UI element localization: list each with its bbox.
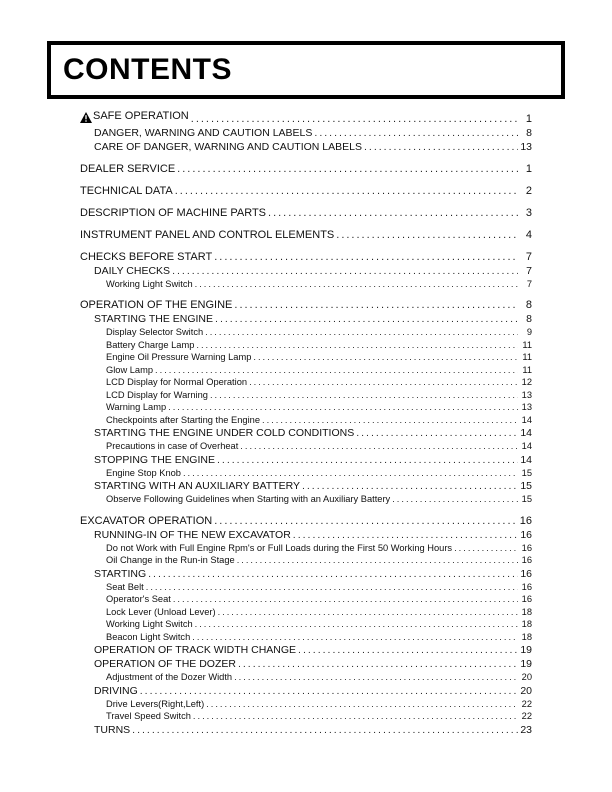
toc-row [80, 206, 532, 220]
toc-row [106, 339, 532, 352]
toc-page-number: 23 [520, 723, 532, 736]
toc-entry-label: Working Light Switch [106, 278, 193, 289]
toc-leader-dots [356, 426, 518, 440]
toc-row [94, 140, 532, 154]
toc-row [106, 542, 532, 555]
toc-entry-label: STARTING THE ENGINE UNDER COLD CONDITIONS [94, 427, 355, 439]
toc-leader-dots [195, 278, 518, 291]
toc-page-number: 20 [521, 672, 532, 682]
toc-leader-dots [268, 206, 518, 220]
toc-page-number: 14 [520, 427, 532, 439]
toc-page-number: 13 [521, 389, 532, 400]
toc-leader-dots [155, 364, 518, 377]
toc-page-number: 16 [520, 528, 532, 541]
toc-entry-label: Lock Lever (Unload Lever) [106, 606, 216, 617]
toc-row [106, 401, 532, 414]
toc-entry-label: Battery Charge Lamp [106, 339, 195, 350]
toc-leader-dots [183, 467, 518, 480]
toc-page-number: 16 [520, 567, 532, 580]
toc-entry-label: DEALER SERVICE [80, 162, 176, 175]
toc-leader-dots [214, 514, 518, 528]
toc-row [106, 631, 532, 644]
toc-entry-label: STARTING WITH AN AUXILIARY BATTERY [94, 480, 300, 492]
toc-leader-dots [298, 643, 518, 657]
toc-page-number: 16 [521, 542, 532, 553]
toc-entry-label: TECHNICAL DATA [80, 184, 173, 197]
toc-entry-label: Glow Lamp [106, 364, 154, 375]
toc-page-number: 1 [525, 162, 532, 175]
toc-page-number: 14 [521, 414, 532, 425]
toc-entry-label: STOPPING THE ENGINE [94, 453, 215, 466]
toc-row [106, 376, 532, 389]
toc-leader-dots [210, 389, 518, 402]
toc-page-number: 8 [526, 126, 532, 139]
toc-page-number: 16 [521, 594, 532, 604]
toc-row [94, 723, 532, 737]
toc-row [80, 162, 532, 176]
toc-row [106, 710, 532, 723]
page-title: CONTENTS [63, 53, 232, 86]
toc-entry-label: Drive Levers(Right,Left) [106, 698, 205, 709]
toc-entry-label: LCD Display for Warning [106, 389, 208, 400]
toc-entry-label: CHECKS BEFORE START [80, 250, 213, 263]
toc-entry-label: DESCRIPTION OF MACHINE PARTS [80, 206, 267, 219]
toc-page-number: 8 [525, 299, 532, 311]
toc-row [106, 618, 532, 631]
toc-leader-dots [217, 453, 518, 467]
table-of-contents [80, 109, 532, 737]
toc-leader-dots [392, 493, 518, 506]
toc-row [94, 684, 532, 698]
toc-row [106, 414, 532, 427]
toc-page-number: 22 [521, 698, 532, 709]
toc-entry-label: Oil Change in the Run-in Stage [106, 555, 235, 565]
toc-page-number: 9 [526, 327, 532, 337]
toc-page-number: 13 [521, 402, 532, 412]
toc-leader-dots [168, 401, 518, 414]
toc-entry-label: Observe Following Guidelines when Starting with an Auxiliary Battery [106, 494, 391, 504]
toc-page-number: 14 [521, 441, 532, 451]
toc-row [106, 671, 532, 684]
toc-page-number: 20 [520, 684, 532, 697]
toc-leader-dots [302, 479, 518, 493]
toc-entry-label: STARTING [94, 567, 147, 580]
toc-page-number: 3 [525, 206, 532, 219]
toc-leader-dots [140, 684, 518, 698]
toc-leader-dots [454, 542, 518, 555]
toc-leader-dots [293, 528, 518, 542]
toc-entry-label: LCD Display for Normal Operation [106, 377, 248, 387]
toc-leader-dots [237, 554, 518, 567]
toc-page-number: 13 [520, 140, 532, 153]
toc-row [80, 514, 532, 528]
toc-entry-label: Seat Belt [106, 581, 144, 592]
toc-page-number: 8 [526, 313, 532, 325]
toc-entry-label: DAILY CHECKS [94, 264, 171, 277]
toc-entry-label: OPERATION OF THE DOZER [94, 658, 236, 670]
toc-row [106, 698, 532, 711]
toc-page-number: 7 [525, 250, 532, 263]
toc-leader-dots [314, 126, 518, 140]
toc-entry-label: OPERATION OF TRACK WIDTH CHANGE [94, 644, 297, 656]
toc-row [80, 298, 532, 312]
toc-page-number: 11 [522, 339, 532, 350]
toc-leader-dots [218, 606, 518, 619]
toc-entry-label: DRIVING [94, 684, 138, 697]
toc-page-number: 15 [521, 467, 532, 478]
toc-entry-label: Engine Oil Pressure Warning Lamp [106, 352, 252, 362]
toc-page-number: 4 [525, 228, 532, 241]
toc-row [106, 581, 532, 594]
toc-leader-dots [193, 710, 518, 723]
toc-entry-label: STARTING THE ENGINE [94, 313, 214, 325]
toc-page-number: 19 [520, 658, 532, 670]
toc-row [80, 109, 532, 126]
toc-entry-label: Do not Work with Full Engine Rpm's or Full Loads during the First 50 Working Hours [106, 542, 453, 553]
toc-entry-label: Engine Stop Knob [106, 467, 181, 478]
toc-leader-dots [240, 440, 518, 453]
toc-page-number: 7 [526, 278, 532, 289]
toc-row [80, 250, 532, 264]
toc-leader-dots [364, 140, 518, 154]
contents-title-box [47, 41, 565, 99]
toc-leader-dots [234, 671, 518, 684]
toc-page-number: 15 [520, 480, 532, 492]
toc-entry-label: Precautions in case of Overheat [106, 441, 239, 451]
toc-row [106, 493, 532, 506]
toc-page-number: 2 [525, 184, 532, 197]
warning-icon [80, 112, 92, 123]
toc-entry-label: Warning Lamp [106, 402, 167, 412]
toc-entry-label: Operator's Seat [106, 594, 171, 604]
toc-page-number: 18 [521, 619, 532, 629]
toc-page-number: 18 [521, 631, 532, 642]
toc-entry-label: Adjustment of the Dozer Width [106, 672, 233, 682]
toc-row [94, 453, 532, 467]
toc-entry-label: RUNNING-IN OF THE NEW EXCAVATOR [94, 528, 291, 541]
toc-page-number: 16 [519, 514, 532, 527]
toc-leader-dots [336, 228, 518, 242]
toc-leader-dots [195, 618, 518, 631]
toc-leader-dots [205, 326, 518, 339]
toc-entry-label: OPERATION OF THE ENGINE [80, 299, 233, 311]
toc-leader-dots [249, 376, 518, 389]
toc-entry-label: Checkpoints after Starting the Engine [106, 414, 261, 425]
toc-page-number: 11 [522, 352, 532, 362]
toc-page-number: 22 [521, 711, 532, 721]
toc-entry-label: EXCAVATOR OPERATION [80, 514, 213, 527]
toc-page-number: 7 [526, 264, 532, 277]
toc-page-number: 15 [521, 494, 532, 504]
toc-row [94, 426, 532, 440]
toc-leader-dots [238, 657, 518, 671]
toc-leader-dots [146, 581, 518, 594]
toc-leader-dots [175, 184, 518, 198]
toc-row [94, 264, 532, 278]
toc-leader-dots [173, 593, 518, 606]
toc-row [80, 228, 532, 242]
toc-page-number: 12 [521, 377, 532, 387]
toc-leader-dots [172, 264, 518, 278]
toc-entry-label: TURNS [94, 723, 131, 736]
toc-row [106, 606, 532, 619]
toc-row [106, 389, 532, 402]
toc-entry-label: CARE OF DANGER, WARNING AND CAUTION LABELS [94, 140, 362, 153]
toc-row [106, 593, 532, 606]
toc-entry-label: Travel Speed Switch [106, 711, 191, 721]
toc-leader-dots [148, 567, 518, 581]
toc-entry-label: Working Light Switch [106, 619, 193, 629]
toc-row [80, 184, 532, 198]
toc-row [94, 479, 532, 493]
toc-leader-dots [196, 339, 518, 352]
toc-page-number: 19 [520, 644, 532, 656]
toc-page-number: 14 [520, 453, 532, 466]
toc-row [106, 278, 532, 291]
toc-leader-dots [177, 162, 518, 176]
toc-leader-dots [262, 414, 518, 427]
toc-row [94, 126, 532, 140]
toc-row [94, 657, 532, 671]
toc-leader-dots [191, 112, 518, 126]
toc-row [106, 440, 532, 453]
toc-leader-dots [234, 298, 518, 312]
toc-entry-label: SAFE OPERATION [80, 109, 189, 123]
toc-entry-label: INSTRUMENT PANEL AND CONTROL ELEMENTS [80, 228, 335, 241]
toc-leader-dots [215, 312, 518, 326]
toc-row [106, 351, 532, 364]
toc-page-number: 16 [521, 581, 532, 592]
toc-row [94, 312, 532, 326]
toc-leader-dots [253, 351, 518, 364]
toc-row [94, 567, 532, 581]
toc-entry-label: DANGER, WARNING AND CAUTION LABELS [94, 126, 313, 139]
toc-row [94, 528, 532, 542]
toc-row [94, 643, 532, 657]
toc-page-number: 1 [525, 112, 532, 125]
toc-entry-label: Display Selector Switch [106, 327, 204, 337]
toc-row [106, 364, 532, 377]
toc-leader-dots [214, 250, 518, 264]
toc-entry-label: Beacon Light Switch [106, 631, 191, 642]
toc-leader-dots [132, 723, 518, 737]
toc-row [106, 554, 532, 567]
toc-leader-dots [206, 698, 518, 711]
toc-row [106, 326, 532, 339]
toc-page-number: 16 [521, 555, 532, 565]
toc-leader-dots [192, 631, 518, 644]
toc-page-number: 18 [521, 606, 532, 617]
toc-page-number: 11 [522, 364, 532, 375]
toc-row [106, 467, 532, 480]
